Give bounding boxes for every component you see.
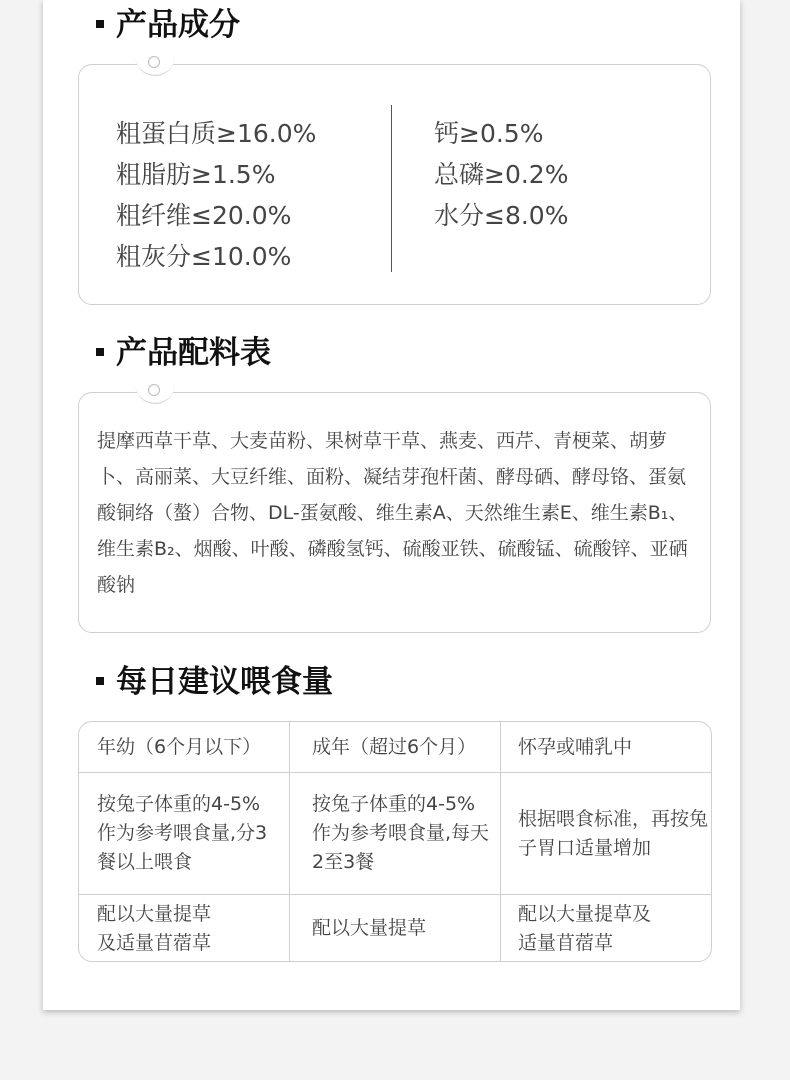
composition-item: 钙≥0.5% bbox=[434, 119, 544, 148]
composition-item: 总磷≥0.2% bbox=[434, 160, 569, 189]
composition-left-column bbox=[116, 113, 316, 277]
ingredients-box bbox=[78, 392, 711, 633]
ingredients-text: 提摩西草干草、大麦苗粉、果树草干草、燕麦、西芹、青梗菜、胡萝卜、高丽菜、大豆纤维、面粉、凝结芽孢杆菌、酵母硒、酵母铬、蛋氨酸铜络（螯）合物、DL-蛋氨酸、维生素A、天然维生素E、维生素B₁、维生素B₂、烟酸、叶酸、磷酸氢钙、硫酸亚铁、硫酸锰、硫酸锌、亚硒酸钠 bbox=[97, 430, 688, 596]
table-cell: 根据喂食标准，再按兔子胃口适量增加 bbox=[518, 807, 709, 859]
table-cell: 配以大量提草及适量苜蓿草 bbox=[97, 902, 212, 954]
table-cell: 配以大量提草 bbox=[312, 917, 427, 939]
feeding-heading bbox=[96, 664, 333, 700]
table-cell: 按兔子体重的4-5%作为参考喂食量,每天2至3餐 bbox=[312, 793, 490, 873]
table-cell: 配以大量提草及适量苜蓿草 bbox=[518, 902, 652, 954]
circle-icon bbox=[148, 384, 160, 396]
composition-item: 粗脂肪≥1.5% bbox=[116, 160, 276, 189]
ingredients-title: 产品配料表 bbox=[116, 335, 271, 371]
table-header-cell: 年幼（6个月以下） bbox=[97, 735, 262, 758]
table-header-cell: 成年（超过6个月） bbox=[312, 735, 477, 758]
square-bullet-icon bbox=[96, 348, 104, 356]
composition-right-column bbox=[434, 113, 568, 236]
composition-title: 产品成分 bbox=[116, 7, 240, 43]
composition-item: 水分≤8.0% bbox=[434, 201, 569, 230]
composition-heading bbox=[96, 7, 240, 43]
ingredients-heading bbox=[96, 335, 271, 371]
composition-item: 粗灰分≤10.0% bbox=[116, 242, 292, 271]
feeding-table bbox=[78, 721, 712, 962]
composition-item: 粗纤维≤20.0% bbox=[116, 201, 292, 230]
table-header-cell: 怀孕或哺乳中 bbox=[518, 735, 633, 758]
composition-item: 粗蛋白质≥16.0% bbox=[116, 119, 317, 148]
column-divider bbox=[391, 105, 392, 272]
composition-box bbox=[78, 64, 711, 305]
square-bullet-icon bbox=[96, 20, 104, 28]
circle-icon bbox=[148, 56, 160, 68]
feeding-title: 每日建议喂食量 bbox=[116, 664, 333, 700]
square-bullet-icon bbox=[96, 677, 104, 685]
table-cell: 按兔子体重的4-5%作为参考喂食量,分3餐以上喂食 bbox=[97, 793, 268, 873]
